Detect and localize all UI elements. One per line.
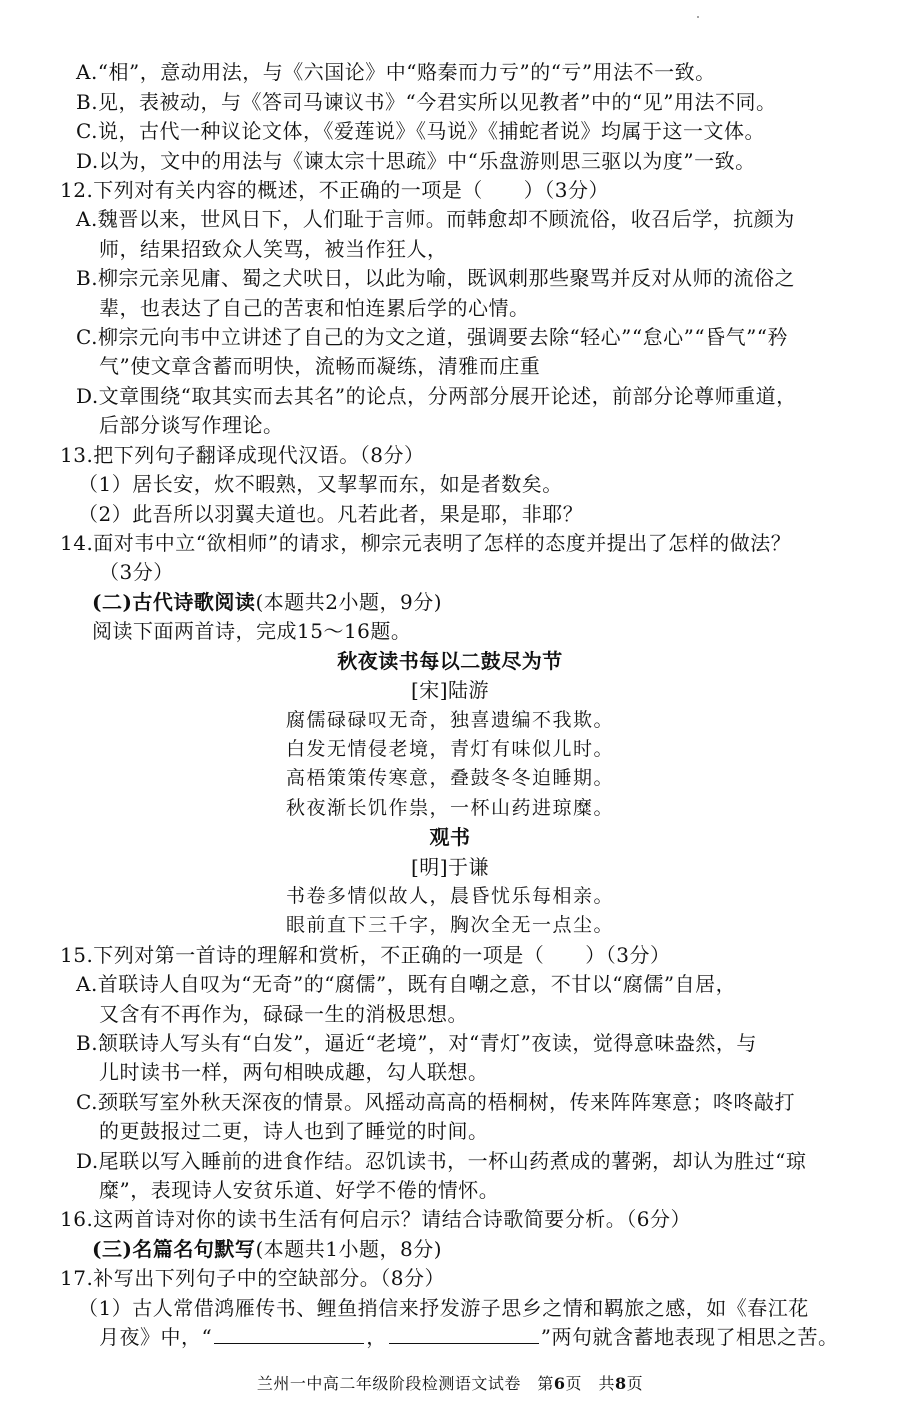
section-3-title: (三)名篇名句默写 (92, 1237, 256, 1261)
section-2-note: (本题共2小题，9分) (255, 590, 442, 614)
q13-stem: 13.把下列句子翻译成现代汉语。（8分） (60, 443, 425, 467)
q12-option-c-line1: C.柳宗元向韦中立讲述了自己的为文之道，强调要去除“轻心”“怠心”“昏气”“矜 (76, 325, 789, 349)
q17-item-1-line1: （1）古人常借鸿雁传书、鲤鱼捎信来抒发游子思乡之情和羁旅之感，如《春江花 (78, 1296, 809, 1320)
scan-speck (697, 16, 699, 18)
q12-option-d-line1: D.文章围绕“取其实而去其名”的论点，分两部分展开论述，前部分论尊师重道， (76, 384, 797, 408)
poem-1-author: [宋]陆游 (410, 678, 490, 702)
answer-blank-2[interactable] (389, 1323, 539, 1344)
q12-option-b-line2: 辈，也表达了自己的苦衷和怕连累后学的心情。 (99, 296, 530, 320)
q15-option-d-line1: D.尾联以写入睡前的进食作结。忍饥读书，一杯山药煮成的薯粥，却认为胜过“琼 (76, 1149, 807, 1173)
q15-option-b-line2: 儿时读书一样，两句相映成趣，勾人联想。 (99, 1060, 489, 1084)
q15-option-a-line1: A.首联诗人自叹为“无奇”的“腐儒”，既有自嘲之意，不甘以“腐儒”自居， (76, 972, 737, 996)
poem-2-author: [明]于谦 (410, 855, 490, 879)
page-footer (0, 1370, 900, 1398)
poem-2-line-2: 眼前直下三千字，胸次全无一点尘。 (285, 914, 614, 936)
q15-option-c-line1: C.颈联写室外秋天深夜的情景。风摇动高高的梧桐树，传来阵阵寒意；咚咚敲打 (76, 1090, 795, 1114)
q12-stem: 12.下列对有关内容的概述，不正确的一项是（ ）（3分） (60, 178, 610, 202)
q15-option-b-line1: B.颔联诗人写头有“白发”，逼近“老境”，对“青灯”夜读，觉得意味盎然，与 (76, 1031, 757, 1055)
q16-stem: 16.这两首诗对你的读书生活有何启示？请结合诗歌简要分析。（6分） (60, 1207, 692, 1231)
q17-item-1-line2 (99, 1323, 838, 1351)
section-3-note: (本题共1小题，8分) (255, 1237, 442, 1261)
poem-1-line-3: 高梧策策传寒意，叠鼓冬冬迫睡期。 (285, 767, 614, 789)
poem-1-line-1: 腐儒碌碌叹无奇，独喜遗编不我欺。 (285, 709, 614, 731)
footer-total-pages: 8 (615, 1374, 627, 1393)
poem-1-line-4: 秋夜渐长饥作祟，一杯山药进琼糜。 (285, 797, 614, 819)
answer-blank-1[interactable] (214, 1323, 364, 1344)
q12-option-a-line2: 师，结果招致众人笑骂，被当作狂人， (99, 237, 448, 261)
q15-option-d-line2: 糜”，表现诗人安贫乐道、好学不倦的情怀。 (99, 1178, 500, 1202)
q13-item-2: （2）此吾所以羽翼夫道也。凡若此者，果是耶，非耶？ (78, 502, 584, 526)
footer-text: 兰州一中高二年级阶段检测语文试卷 第 (256, 1374, 554, 1393)
q17-stem: 17.补写出下列句子中的空缺部分。（8分） (60, 1266, 446, 1290)
q12-option-c-line2: 气”使文章含蓄而明快，流畅而凝练，清雅而庄重 (99, 354, 541, 378)
footer-mid: 页 共 (565, 1374, 615, 1393)
poem-1-line-2: 白发无情侵老境，青灯有味似儿时。 (285, 738, 614, 760)
poem-2-title: 观书 (429, 825, 471, 849)
q12-option-d-line2: 后部分谈写作理论。 (99, 413, 284, 437)
q17-line2-suffix: ”两句就含蓄地表现了相思之苦。 (540, 1325, 839, 1349)
section-2-title: (二)古代诗歌阅读 (92, 590, 256, 614)
q11-option-d: D.以为，文中的用法与《谏太宗十思疏》中“乐盘游则思三驱以为度”一致。 (76, 149, 756, 173)
section-2-heading (92, 588, 442, 616)
q15-option-a-line2: 又含有不再作为，碌碌一生的消极思想。 (99, 1002, 468, 1026)
footer-page-number: 6 (553, 1374, 566, 1393)
footer-end: 页 (626, 1374, 644, 1393)
q15-option-c-line2: 的更鼓报过二更，诗人也到了睡觉的时间。 (99, 1119, 489, 1143)
q14-stem-line1: 14.面对韦中立“欲相师”的请求，柳宗元表明了怎样的态度并提出了怎样的做法？ (60, 531, 792, 555)
poem-1-title: 秋夜读书每以二鼓尽为节 (337, 649, 563, 673)
q12-option-a-line1: A.魏晋以来，世风日下，人们耻于言师。而韩愈却不顾流俗，收召后学，抗颜为 (76, 207, 795, 231)
q12-option-b-line1: B.柳宗元亲见庸、蜀之犬吠日，以此为喻，既讽刺那些聚骂并反对从师的流俗之 (76, 266, 796, 290)
q17-line2-prefix: 月夜》中，“ (99, 1325, 213, 1349)
section-2-instruction: 阅读下面两首诗，完成15～16题。 (92, 619, 412, 643)
q15-stem: 15.下列对第一首诗的理解和赏析，不正确的一项是（ ）（3分） (60, 943, 671, 967)
q11-option-a: A.“相”，意动用法，与《六国论》中“赂秦而力亏”的“亏”用法不一致。 (76, 60, 716, 84)
section-3-heading (92, 1235, 442, 1263)
poem-2-line-1: 书卷多情似故人，晨昏忧乐每相亲。 (285, 885, 614, 907)
q17-line2-separator: ， (366, 1325, 387, 1349)
q13-item-1: （1）居长安，炊不暇熟，又挈挈而东，如是者数矣。 (78, 472, 563, 496)
q11-option-b: B.见，表被动，与《答司马谏议书》“今君实所以见教者”中的“见”用法不同。 (76, 90, 777, 114)
q11-option-c: C.说，古代一种议论文体，《爱莲说》《马说》《捕蛇者说》均属于这一文体。 (76, 119, 765, 143)
q14-stem-line2: （3分） (99, 560, 174, 584)
